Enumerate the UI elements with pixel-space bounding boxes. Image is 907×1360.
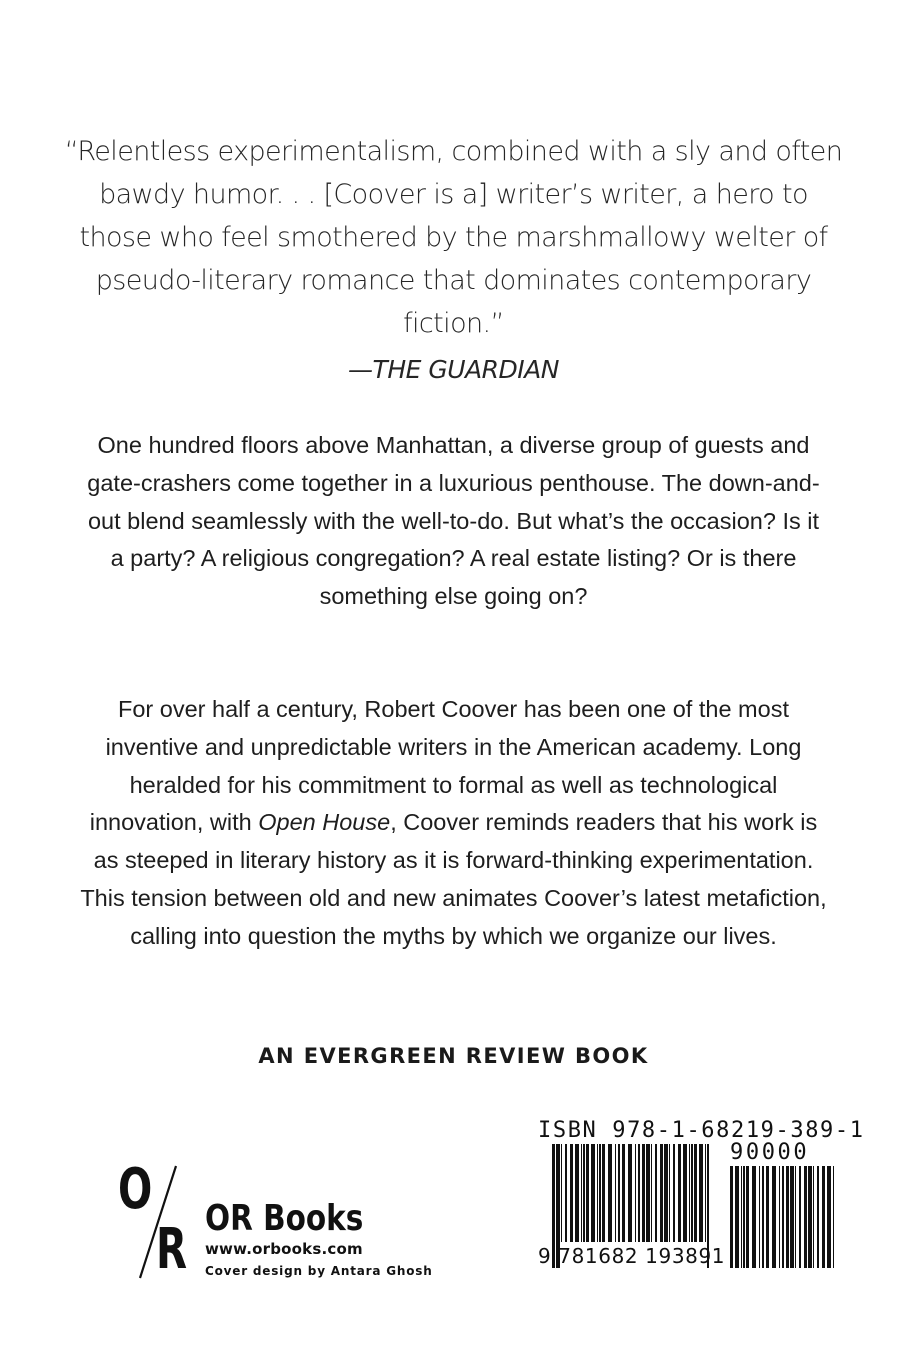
- isbn-number: ISBN 978-1-68219-389-1: [538, 1118, 865, 1143]
- review-attribution: —THE GUARDIAN: [348, 355, 559, 384]
- description-paragraph-1: One hundred floors above Manhattan, a diverse group of guests and gate-crashers come together in a luxurious penthouse. The down-and-out blend seamlessly with the well-to-do. But what’s the occasion? Is it a party? A religious congregation? A real estate listing? Or is there something else going on?: [87, 432, 820, 610]
- isbn-barcode: [530, 1108, 865, 1278]
- cover-design-credit: Cover design by Antara Ghosh: [205, 1264, 433, 1278]
- price-addon: 90000: [730, 1140, 810, 1165]
- paragraph-2-text-end: , Coover reminds readers that his work is as steeped in literary history as it is forward-thinking experimentation. This tension between old and new animates Coover’s latest metafiction, calling into question the myths by which we organize our lives.: [80, 809, 827, 949]
- publisher-url: www.orbooks.com: [205, 1240, 363, 1258]
- description-paragraph-2: [80, 691, 827, 956]
- logo-letter-r: R: [156, 1217, 188, 1282]
- imprint-line: AN EVERGREEN REVIEW BOOK: [258, 1044, 649, 1068]
- book-title-italic: Open House: [258, 809, 391, 836]
- logo-letter-o: O: [118, 1157, 153, 1222]
- barcode-digits: 9 781682 193891: [538, 1244, 726, 1268]
- publisher-name: OR Books: [205, 1198, 364, 1239]
- publisher-logo: [118, 1157, 198, 1282]
- paragraph-2-text-start: For over half a century, Robert Coover has been one of the most inventive and unpredictable writers in the American academy. Long heralded for his commitment to formal as well as technological innovation, with: [89, 696, 802, 836]
- review-quote: “Relentless experimentalism, combined with a sly and often bawdy humor. . . [Coover is a] writer’s writer, a hero to those who feel smothered by the marshmallowy welter of pseudo-literary romance that dominates contemporary fiction.”: [64, 136, 843, 339]
